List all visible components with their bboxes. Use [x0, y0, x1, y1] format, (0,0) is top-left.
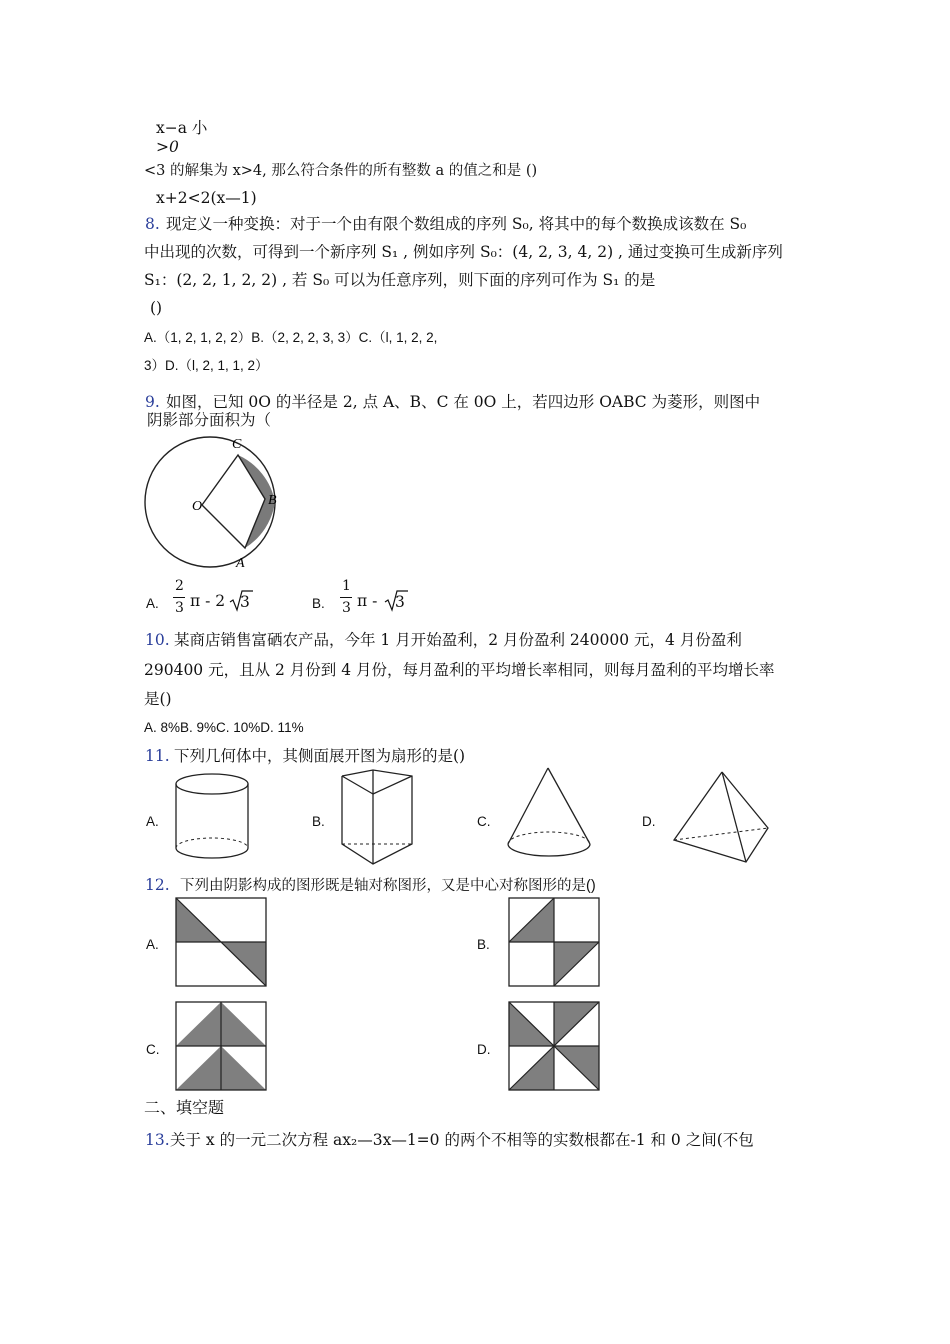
- q8-paren: (): [150, 299, 163, 317]
- q12-number: 12.: [145, 876, 170, 894]
- q8-number: 8.: [145, 215, 160, 233]
- q11-label-b: B.: [312, 814, 325, 829]
- q9-option-b-radicand: 3: [395, 593, 405, 611]
- q7-fragment-2: >0: [156, 138, 179, 156]
- q10-number: 10.: [145, 631, 170, 649]
- q8-options-1: A.（1, 2, 1, 2, 2）B.（2, 2, 2, 3, 3）C.（l, 1, 2, 2,: [144, 330, 438, 345]
- q9-option-b-numerator: 1: [342, 578, 351, 594]
- q10-line-3: 是(): [144, 690, 172, 708]
- q12-label-b: B.: [477, 937, 490, 952]
- q12-label-d: D.: [477, 1042, 491, 1057]
- q11-label-d: D.: [642, 814, 656, 829]
- q11-number: 11.: [145, 747, 170, 765]
- q9-line-1: 如图，已知 0O 的半径是 2, 点 A、B、C 在 0O 上，若四边形 OABC 为菱形，则图中: [166, 393, 761, 411]
- pyramid-icon: [670, 768, 776, 868]
- label-b: B: [268, 493, 277, 508]
- q12-line: 下列由阴影构成的图形既是轴对称图形，又是中心对称图形的是(): [180, 878, 596, 894]
- q9-option-a-denominator: 3: [175, 600, 184, 616]
- q9-option-a-numerator: 2: [175, 578, 184, 594]
- section-heading: 二、填空题: [144, 1098, 225, 1117]
- q12-figure-a: [172, 894, 270, 988]
- q9-option-b-expr: π -: [357, 592, 378, 610]
- q8-line-2: 中出现的次数，可得到一个新序列 S₁ , 例如序列 S₀：(4, 2, 3, 4, 2) , 通过变换可生成新序列: [144, 243, 783, 261]
- q13-line: 关于 x 的一元二次方程 ax₂—3x—1=0 的两个不相等的实数根都在-1 和 0 之间(不包: [170, 1131, 754, 1149]
- q11-line: 下列几何体中，其侧面展开图为扇形的是(): [174, 747, 466, 765]
- q10-line-2: 290400 元，且从 2 月份到 4 月份，每月盈利的平均增长率相同，则每月盈利的平均增长率: [144, 661, 775, 679]
- q11-label-a: A.: [146, 814, 159, 829]
- label-a: A: [236, 556, 245, 570]
- q7-line: <3 的解集为 x>4, 那么符合条件的所有整数 a 的值之和是 (): [144, 163, 538, 179]
- q9-circle-figure: [140, 430, 290, 570]
- q9-option-b-denominator: 3: [342, 600, 351, 616]
- q13-number: 13.: [145, 1131, 170, 1149]
- q8-line-3: S₁：(2, 2, 1, 2, 2) , 若 S₀ 可以为任意序列，则下面的序列可作为 S₁ 的是: [144, 271, 656, 289]
- q9-option-a-radicand: 3: [240, 593, 250, 611]
- q9-line-2: 阴影部分面积为（: [147, 411, 272, 429]
- q8-options-2: 3）D.（l, 2, 1, 1, 2）: [144, 358, 269, 373]
- q12-figure-d: [505, 998, 603, 1092]
- q12-figure-c: [172, 998, 270, 1092]
- q9-number: 9.: [145, 393, 160, 411]
- q9-option-a-expr: π - 2: [190, 592, 226, 610]
- q9-option-a-label: A.: [146, 596, 159, 611]
- cylinder-icon: [170, 770, 254, 866]
- label-c: C: [232, 437, 242, 452]
- q10-options: A. 8%B. 9%C. 10%D. 11%: [144, 720, 304, 735]
- q7-inequality-2: x+2<2(x—1): [156, 189, 257, 207]
- q7-fragment-1: x−a 小: [156, 119, 208, 137]
- q9-option-b-label: B.: [312, 596, 325, 611]
- q10-line-1: 某商店销售富硒农产品，今年 1 月开始盈利，2 月份盈利 240000 元，4 月份盈利: [174, 631, 742, 649]
- cone-icon: [500, 764, 600, 872]
- label-o: O: [192, 499, 203, 514]
- q8-line-1: 现定义一种变换：对于一个由有限个数组成的序列 S₀, 将其中的每个数换成该数在 S₀: [166, 215, 747, 233]
- q12-label-c: C.: [146, 1042, 160, 1057]
- q11-label-c: C.: [477, 814, 491, 829]
- q12-figure-b: [505, 894, 603, 988]
- q12-label-a: A.: [146, 937, 159, 952]
- triangular-prism-icon: [336, 766, 420, 870]
